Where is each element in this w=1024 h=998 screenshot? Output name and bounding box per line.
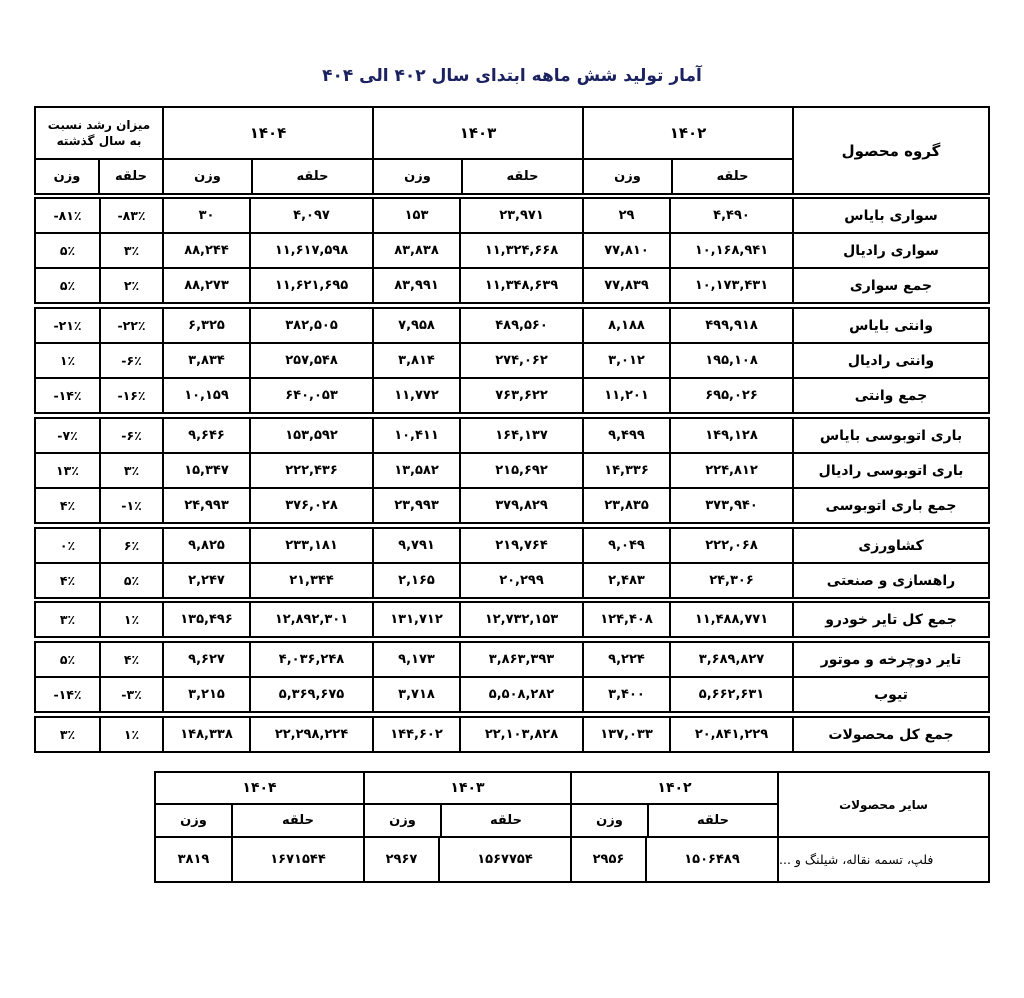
- value-cell-h3: ۴۸۹,۵۶۰: [459, 309, 582, 342]
- other-product-name-cell: فلپ، تسمه نقاله، شیلنگ و ...: [777, 838, 988, 881]
- value-cell-v3: ۱۳۱,۷۱۲: [372, 603, 459, 636]
- value-cell-v2: ۲۹: [582, 199, 669, 232]
- value-cell-v4: ۱۴۸,۳۳۸: [162, 718, 249, 751]
- value-cell-v2: ۲۳,۸۳۵: [582, 489, 669, 522]
- value-cell-gv: ۴٪: [59, 573, 76, 588]
- table-block-total-tire: [34, 601, 990, 638]
- product-name-cell: باری اتوبوسی رادیال: [792, 454, 988, 487]
- value-cell-h4: ۱۶۷۱۵۴۴: [231, 838, 363, 881]
- table-row: [36, 419, 988, 452]
- value-cell-h3: ۵,۵۰۸,۲۸۲: [459, 678, 582, 711]
- table-row: [36, 487, 988, 522]
- value-cell-v2: ۲۹۵۶: [570, 838, 645, 881]
- value-cell-h2: ۱۱,۴۸۸,۷۷۱: [669, 603, 792, 636]
- other-1403-vazn: وزن: [389, 813, 416, 828]
- value-cell-v3: ۲۹۶۷: [363, 838, 438, 881]
- value-cell-v4: ۳,۲۱۵: [162, 678, 249, 711]
- value-cell-gh: ۱٪: [99, 718, 162, 751]
- value-cell-h4: ۵,۳۶۹,۶۷۵: [249, 678, 372, 711]
- value-cell-v4: ۱۵,۳۴۷: [162, 454, 249, 487]
- value-cell-h4: ۳۷۶,۰۲۸: [249, 489, 372, 522]
- value-cell-h3: ۱۱,۳۴۸,۶۳۹: [459, 269, 582, 302]
- value-cell-gh: ۱٪: [99, 603, 162, 636]
- value-cell-v3: ۲,۱۶۵: [372, 564, 459, 597]
- value-cell-v4: ۶,۳۲۵: [162, 309, 249, 342]
- value-cell-h4: ۴,۰۹۷: [249, 199, 372, 232]
- value-cell-v3: ۱۱,۷۷۲: [372, 379, 459, 412]
- value-cell-h2: ۳,۶۸۹,۸۲۷: [669, 643, 792, 676]
- value-cell-h2: ۶۹۵,۰۲۶: [669, 379, 792, 412]
- value-cell-gh: -۱٪: [99, 489, 162, 522]
- value-cell-h4: ۲۲,۲۹۸,۲۲۴: [249, 718, 372, 751]
- other-year-1403: [363, 773, 570, 836]
- header-product-group: گروه محصول: [792, 108, 988, 193]
- product-name-cell: جمع کل محصولات: [792, 718, 988, 751]
- value-cell-v2: ۹,۰۴۹: [582, 529, 669, 562]
- value-cell-h3: ۱۵۶۷۷۵۴: [438, 838, 570, 881]
- table-block-bike-tube: [34, 641, 990, 713]
- value-cell-h2: ۳۷۳,۹۴۰: [669, 489, 792, 522]
- main-table-header: [34, 106, 990, 195]
- value-cell-h3: ۲۰,۲۹۹: [459, 564, 582, 597]
- value-cell-gv: ۳٪: [59, 612, 76, 627]
- table-row: [36, 718, 988, 751]
- table-row: [36, 232, 988, 267]
- value-cell-v4: ۲,۲۴۷: [162, 564, 249, 597]
- value-cell-h3: ۳۷۹,۸۲۹: [459, 489, 582, 522]
- table-row: [36, 643, 988, 676]
- value-cell-v2: ۲,۴۸۳: [582, 564, 669, 597]
- value-cell-h4: ۱۲,۸۹۲,۳۰۱: [249, 603, 372, 636]
- table-row: [36, 452, 988, 487]
- product-name-cell: جمع سواری: [792, 269, 988, 302]
- product-name-cell: سواری بایاس: [792, 199, 988, 232]
- table-row: [36, 377, 988, 412]
- value-cell-gv: -۱۴٪: [53, 687, 82, 702]
- value-cell-v3: ۳,۸۱۴: [372, 344, 459, 377]
- value-cell-v2: ۳,۴۰۰: [582, 678, 669, 711]
- header-1403-vazn: وزن: [404, 169, 431, 184]
- value-cell-gh: ۵٪: [99, 564, 162, 597]
- value-cell-gh: ۳٪: [99, 234, 162, 267]
- value-cell-gv: ۴٪: [59, 498, 76, 513]
- table-row: [36, 562, 988, 597]
- value-cell-h4: ۲۲۲,۴۳۶: [249, 454, 372, 487]
- table-row: [36, 603, 988, 636]
- value-cell-gh: -۶٪: [99, 344, 162, 377]
- other-year-1404-label: ۱۴۰۴: [242, 780, 277, 796]
- value-cell-h4: ۲۵۷,۵۴۸: [249, 344, 372, 377]
- header-year-1404-label: ۱۴۰۴: [249, 124, 287, 142]
- value-cell-gv: -۲۱٪: [53, 318, 82, 333]
- value-cell-h2: ۲۲۲,۰۶۸: [669, 529, 792, 562]
- table-row: [36, 342, 988, 377]
- value-cell-v4: ۳۰: [162, 199, 249, 232]
- value-cell-h2: ۲۲۴,۸۱۲: [669, 454, 792, 487]
- other-1402-halqe: حلقه: [647, 805, 777, 836]
- header-growth-vazn: وزن: [53, 169, 81, 184]
- value-cell-v2: ۸,۱۸۸: [582, 309, 669, 342]
- product-name-cell: جمع باری اتوبوسی: [792, 489, 988, 522]
- value-cell-v2: ۱۲۴,۴۰۸: [582, 603, 669, 636]
- header-year-1402-label: ۱۴۰۲: [669, 124, 707, 142]
- value-cell-h2: ۵,۶۶۲,۶۳۱: [669, 678, 792, 711]
- value-cell-h4: ۳۸۲,۵۰۵: [249, 309, 372, 342]
- header-1404-halqe: حلقه: [251, 160, 372, 193]
- other-1402-vazn: وزن: [596, 813, 623, 828]
- value-cell-gv: ۰٪: [59, 538, 76, 553]
- value-cell-h4: ۲۳۳,۱۸۱: [249, 529, 372, 562]
- product-name-cell: وانتی رادیال: [792, 344, 988, 377]
- value-cell-v2: ۱۱,۲۰۱: [582, 379, 669, 412]
- value-cell-v4: ۸۸,۲۴۴: [162, 234, 249, 267]
- table-block-savari: [34, 197, 990, 304]
- product-name-cell: جمع کل تایر خودرو: [792, 603, 988, 636]
- value-cell-h3: ۱۶۴,۱۳۷: [459, 419, 582, 452]
- value-cell-v4: ۲۴,۹۹۳: [162, 489, 249, 522]
- value-cell-v4: ۹,۶۴۶: [162, 419, 249, 452]
- value-cell-v2: ۱۴,۳۳۶: [582, 454, 669, 487]
- product-name-cell: وانتی بایاس: [792, 309, 988, 342]
- header-year-1402: [582, 108, 792, 193]
- value-cell-v3: ۱۴۴,۶۰۲: [372, 718, 459, 751]
- other-products-row: [156, 836, 988, 881]
- value-cell-gv: ۱٪: [59, 353, 76, 368]
- table-block-vaneti: [34, 307, 990, 414]
- value-cell-gh: ۳٪: [99, 454, 162, 487]
- other-products-table: [154, 771, 990, 883]
- value-cell-v2: ۱۳۷,۰۳۳: [582, 718, 669, 751]
- value-cell-v4: ۳۸۱۹: [177, 852, 210, 867]
- value-cell-v4: ۹,۸۲۵: [162, 529, 249, 562]
- value-cell-gh: -۱۶٪: [99, 379, 162, 412]
- value-cell-v2: ۹,۲۲۴: [582, 643, 669, 676]
- value-cell-v4: ۱۳۵,۴۹۶: [162, 603, 249, 636]
- table-row: [36, 199, 988, 232]
- page-title: آمار تولید شش ماهه ابتدای سال ۴۰۲ الی ۴۰۴: [322, 66, 702, 86]
- value-cell-gh: ۶٪: [99, 529, 162, 562]
- value-cell-gv: ۳٪: [59, 727, 76, 742]
- product-name-cell: تایر دوچرخه و موتور: [792, 643, 988, 676]
- value-cell-v2: ۷۷,۸۳۹: [582, 269, 669, 302]
- value-cell-h3: ۳,۸۶۳,۳۹۳: [459, 643, 582, 676]
- value-cell-gh: ۲٪: [99, 269, 162, 302]
- value-cell-h3: ۱۱,۳۲۴,۶۶۸: [459, 234, 582, 267]
- value-cell-h4: ۱۱,۶۱۷,۵۹۸: [249, 234, 372, 267]
- value-cell-v2: ۷۷,۸۱۰: [582, 234, 669, 267]
- other-1404-halqe: حلقه: [231, 805, 363, 836]
- value-cell-h2: ۱۴۹,۱۲۸: [669, 419, 792, 452]
- value-cell-h3: ۲۱۹,۷۶۴: [459, 529, 582, 562]
- table-block-bari-otobusi: [34, 417, 990, 524]
- value-cell-gh: -۳٪: [99, 678, 162, 711]
- value-cell-h4: ۱۱,۶۲۱,۶۹۵: [249, 269, 372, 302]
- value-cell-gh: -۸۳٪: [99, 199, 162, 232]
- value-cell-h2: ۱۰,۱۶۸,۹۴۱: [669, 234, 792, 267]
- product-name-cell: تیوب: [792, 678, 988, 711]
- value-cell-h2: ۱۰,۱۷۳,۴۳۱: [669, 269, 792, 302]
- value-cell-h3: ۷۶۳,۶۲۲: [459, 379, 582, 412]
- value-cell-v3: ۱۳,۵۸۲: [372, 454, 459, 487]
- value-cell-gh: -۲۲٪: [99, 309, 162, 342]
- value-cell-v4: ۹,۶۲۷: [162, 643, 249, 676]
- value-cell-gv: ۵٪: [59, 652, 76, 667]
- value-cell-v3: ۳,۷۱۸: [372, 678, 459, 711]
- header-1402-halqe: حلقه: [671, 160, 792, 193]
- value-cell-v3: ۹,۱۷۳: [372, 643, 459, 676]
- value-cell-h3: ۱۲,۷۳۲,۱۵۳: [459, 603, 582, 636]
- value-cell-v3: ۱۰,۴۱۱: [372, 419, 459, 452]
- header-1402-vazn: وزن: [614, 169, 641, 184]
- value-cell-v2: ۳,۰۱۲: [582, 344, 669, 377]
- header-growth-column: [36, 108, 162, 193]
- table-row: [36, 309, 988, 342]
- header-1404-vazn: وزن: [194, 169, 221, 184]
- header-year-1403: [372, 108, 582, 193]
- value-cell-v3: ۹,۷۹۱: [372, 529, 459, 562]
- value-cell-gv: ۱۳٪: [56, 463, 79, 478]
- value-cell-h2: ۴,۴۹۰: [669, 199, 792, 232]
- value-cell-h2: ۱۹۵,۱۰۸: [669, 344, 792, 377]
- header-growth-halqe: حلقه: [98, 160, 162, 193]
- value-cell-gv: -۸۱٪: [53, 208, 82, 223]
- value-cell-v4: ۱۰,۱۵۹: [162, 379, 249, 412]
- other-year-1402: [570, 773, 777, 836]
- table-block-grand-total: [34, 716, 990, 753]
- product-name-cell: کشاورزی: [792, 529, 988, 562]
- value-cell-h2: ۲۰,۸۴۱,۲۲۹: [669, 718, 792, 751]
- other-year-1403-label: ۱۴۰۳: [450, 780, 485, 796]
- value-cell-gv: ۵٪: [59, 243, 76, 258]
- product-name-cell: جمع وانتی: [792, 379, 988, 412]
- value-cell-h2: ۴۹۹,۹۱۸: [669, 309, 792, 342]
- value-cell-v2: ۹,۴۹۹: [582, 419, 669, 452]
- value-cell-v4: ۸۸,۲۷۳: [162, 269, 249, 302]
- value-cell-h3: ۲۱۵,۶۹۲: [459, 454, 582, 487]
- value-cell-h2: ۱۵۰۶۴۸۹: [645, 838, 777, 881]
- table-block-keshavarzi-rahsazi: [34, 527, 990, 599]
- value-cell-h4: ۱۵۳,۵۹۲: [249, 419, 372, 452]
- value-cell-gv: -۷٪: [57, 428, 78, 443]
- value-cell-h3: ۲۳,۹۷۱: [459, 199, 582, 232]
- other-products-label: سایر محصولات: [777, 773, 988, 836]
- product-name-cell: باری اتوبوسی بایاس: [792, 419, 988, 452]
- value-cell-gv: ۵٪: [59, 278, 76, 293]
- value-cell-v4: ۳,۸۳۴: [162, 344, 249, 377]
- value-cell-h2: ۲۴,۳۰۶: [669, 564, 792, 597]
- table-row: [36, 267, 988, 302]
- other-1403-halqe: حلقه: [440, 805, 570, 836]
- other-1404-vazn: وزن: [180, 813, 207, 828]
- header-1403-halqe: حلقه: [461, 160, 582, 193]
- value-cell-h4: ۲۱,۳۴۴: [249, 564, 372, 597]
- value-cell-h3: ۲۷۴,۰۶۲: [459, 344, 582, 377]
- value-cell-v3: ۸۳,۸۳۸: [372, 234, 459, 267]
- value-cell-v3: ۲۳,۹۹۳: [372, 489, 459, 522]
- product-name-cell: راهسازی و صنعتی: [792, 564, 988, 597]
- other-year-1404: [156, 773, 363, 836]
- value-cell-gv: -۱۴٪: [53, 388, 82, 403]
- value-cell-h4: ۴,۰۳۶,۲۴۸: [249, 643, 372, 676]
- value-cell-v3: ۱۵۳: [372, 199, 459, 232]
- header-growth-label: میزان رشد نسبت به سال گذشته: [47, 117, 151, 148]
- header-year-1403-label: ۱۴۰۳: [459, 124, 497, 142]
- value-cell-h4: ۶۴۰,۰۵۳: [249, 379, 372, 412]
- value-cell-gh: -۶٪: [99, 419, 162, 452]
- other-year-1402-label: ۱۴۰۲: [657, 780, 692, 796]
- value-cell-h3: ۲۲,۱۰۳,۸۲۸: [459, 718, 582, 751]
- table-row: [36, 529, 988, 562]
- header-year-1404: [162, 108, 372, 193]
- value-cell-gh: ۴٪: [99, 643, 162, 676]
- value-cell-v3: ۸۳,۹۹۱: [372, 269, 459, 302]
- product-name-cell: سواری رادیال: [792, 234, 988, 267]
- table-row: [36, 676, 988, 711]
- value-cell-v3: ۷,۹۵۸: [372, 309, 459, 342]
